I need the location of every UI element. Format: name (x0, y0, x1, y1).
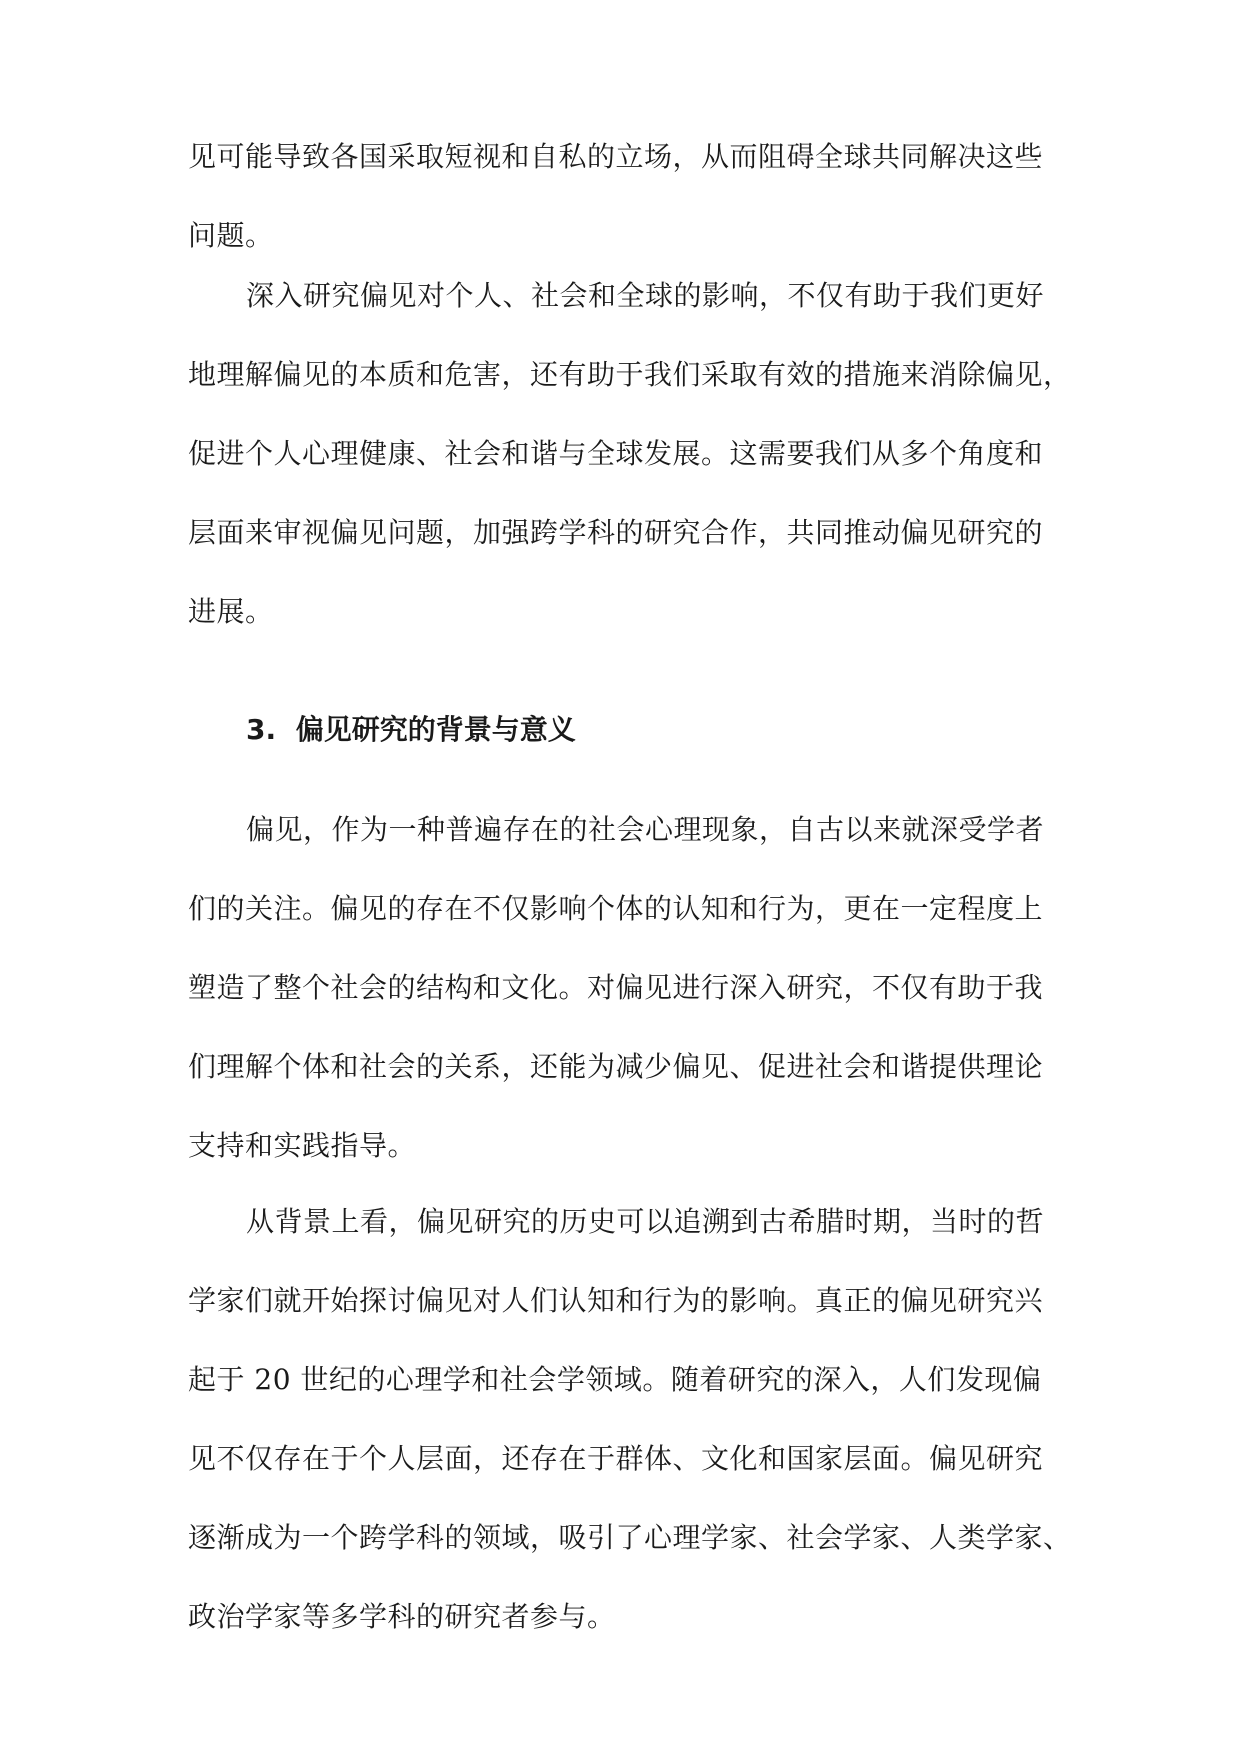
paragraph-impact-research (188, 256, 1072, 651)
paragraph-line: 从背景上看，偏见研究的历史可以追溯到古希腊时期，当时的哲 (246, 1205, 1045, 1238)
paragraph-line: 们的关注。偏见的存在不仅影响个体的认知和行为，更在一定程度上 (188, 892, 1044, 925)
paragraph-line: 见不仅存在于个人层面，还存在于群体、文化和国家层面。偏见研究 (188, 1442, 1044, 1475)
paragraph-line: 进展。 (188, 595, 274, 628)
paragraph-line: 见可能导致各国采取短视和自私的立场，从而阻碍全球共同解决这些 (188, 140, 1044, 173)
paragraph-line: 层面来审视偏见问题，加强跨学科的研究合作，共同推动偏见研究的 (188, 516, 1044, 549)
paragraph-line: 逐渐成为一个跨学科的领域，吸引了心理学家、社会学家、人类学家、 (188, 1521, 1072, 1554)
paragraph-line: 深入研究偏见对个人、社会和全球的影响，不仅有助于我们更好 (246, 279, 1045, 312)
paragraph-line: 塑造了整个社会的结构和文化。对偏见进行深入研究，不仅有助于我 (188, 971, 1044, 1004)
paragraph-line: 支持和实践指导。 (188, 1129, 417, 1162)
paragraph-line: 学家们就开始探讨偏见对人们认知和行为的影响。真正的偏见研究兴 (188, 1284, 1044, 1317)
paragraph-line: 起于 20 世纪的心理学和社会学领域。随着研究的深入，人们发现偏 (188, 1363, 1042, 1396)
section-number: 3. (246, 713, 277, 746)
paragraph-line: 促进个人心理健康、社会和谐与全球发展。这需要我们从多个角度和 (188, 437, 1044, 470)
paragraph-line: 问题。 (188, 219, 274, 252)
paragraph-line: 地理解偏见的本质和危害，还有助于我们采取有效的措施来消除偏见， (188, 358, 1072, 391)
paragraph-line: 政治学家等多学科的研究者参与。 (188, 1600, 616, 1633)
section-heading (246, 702, 576, 758)
paragraph-line: 偏见，作为一种普遍存在的社会心理现象，自古以来就深受学者 (246, 813, 1045, 846)
section-title: 偏见研究的背景与意义 (295, 713, 576, 746)
paragraph-continuation (188, 117, 1054, 275)
paragraph-line: 们理解个体和社会的关系，还能为减少偏见、促进社会和谐提供理论 (188, 1050, 1044, 1083)
paragraph-research-history (188, 1182, 1072, 1656)
paragraph-prejudice-definition (188, 790, 1054, 1185)
